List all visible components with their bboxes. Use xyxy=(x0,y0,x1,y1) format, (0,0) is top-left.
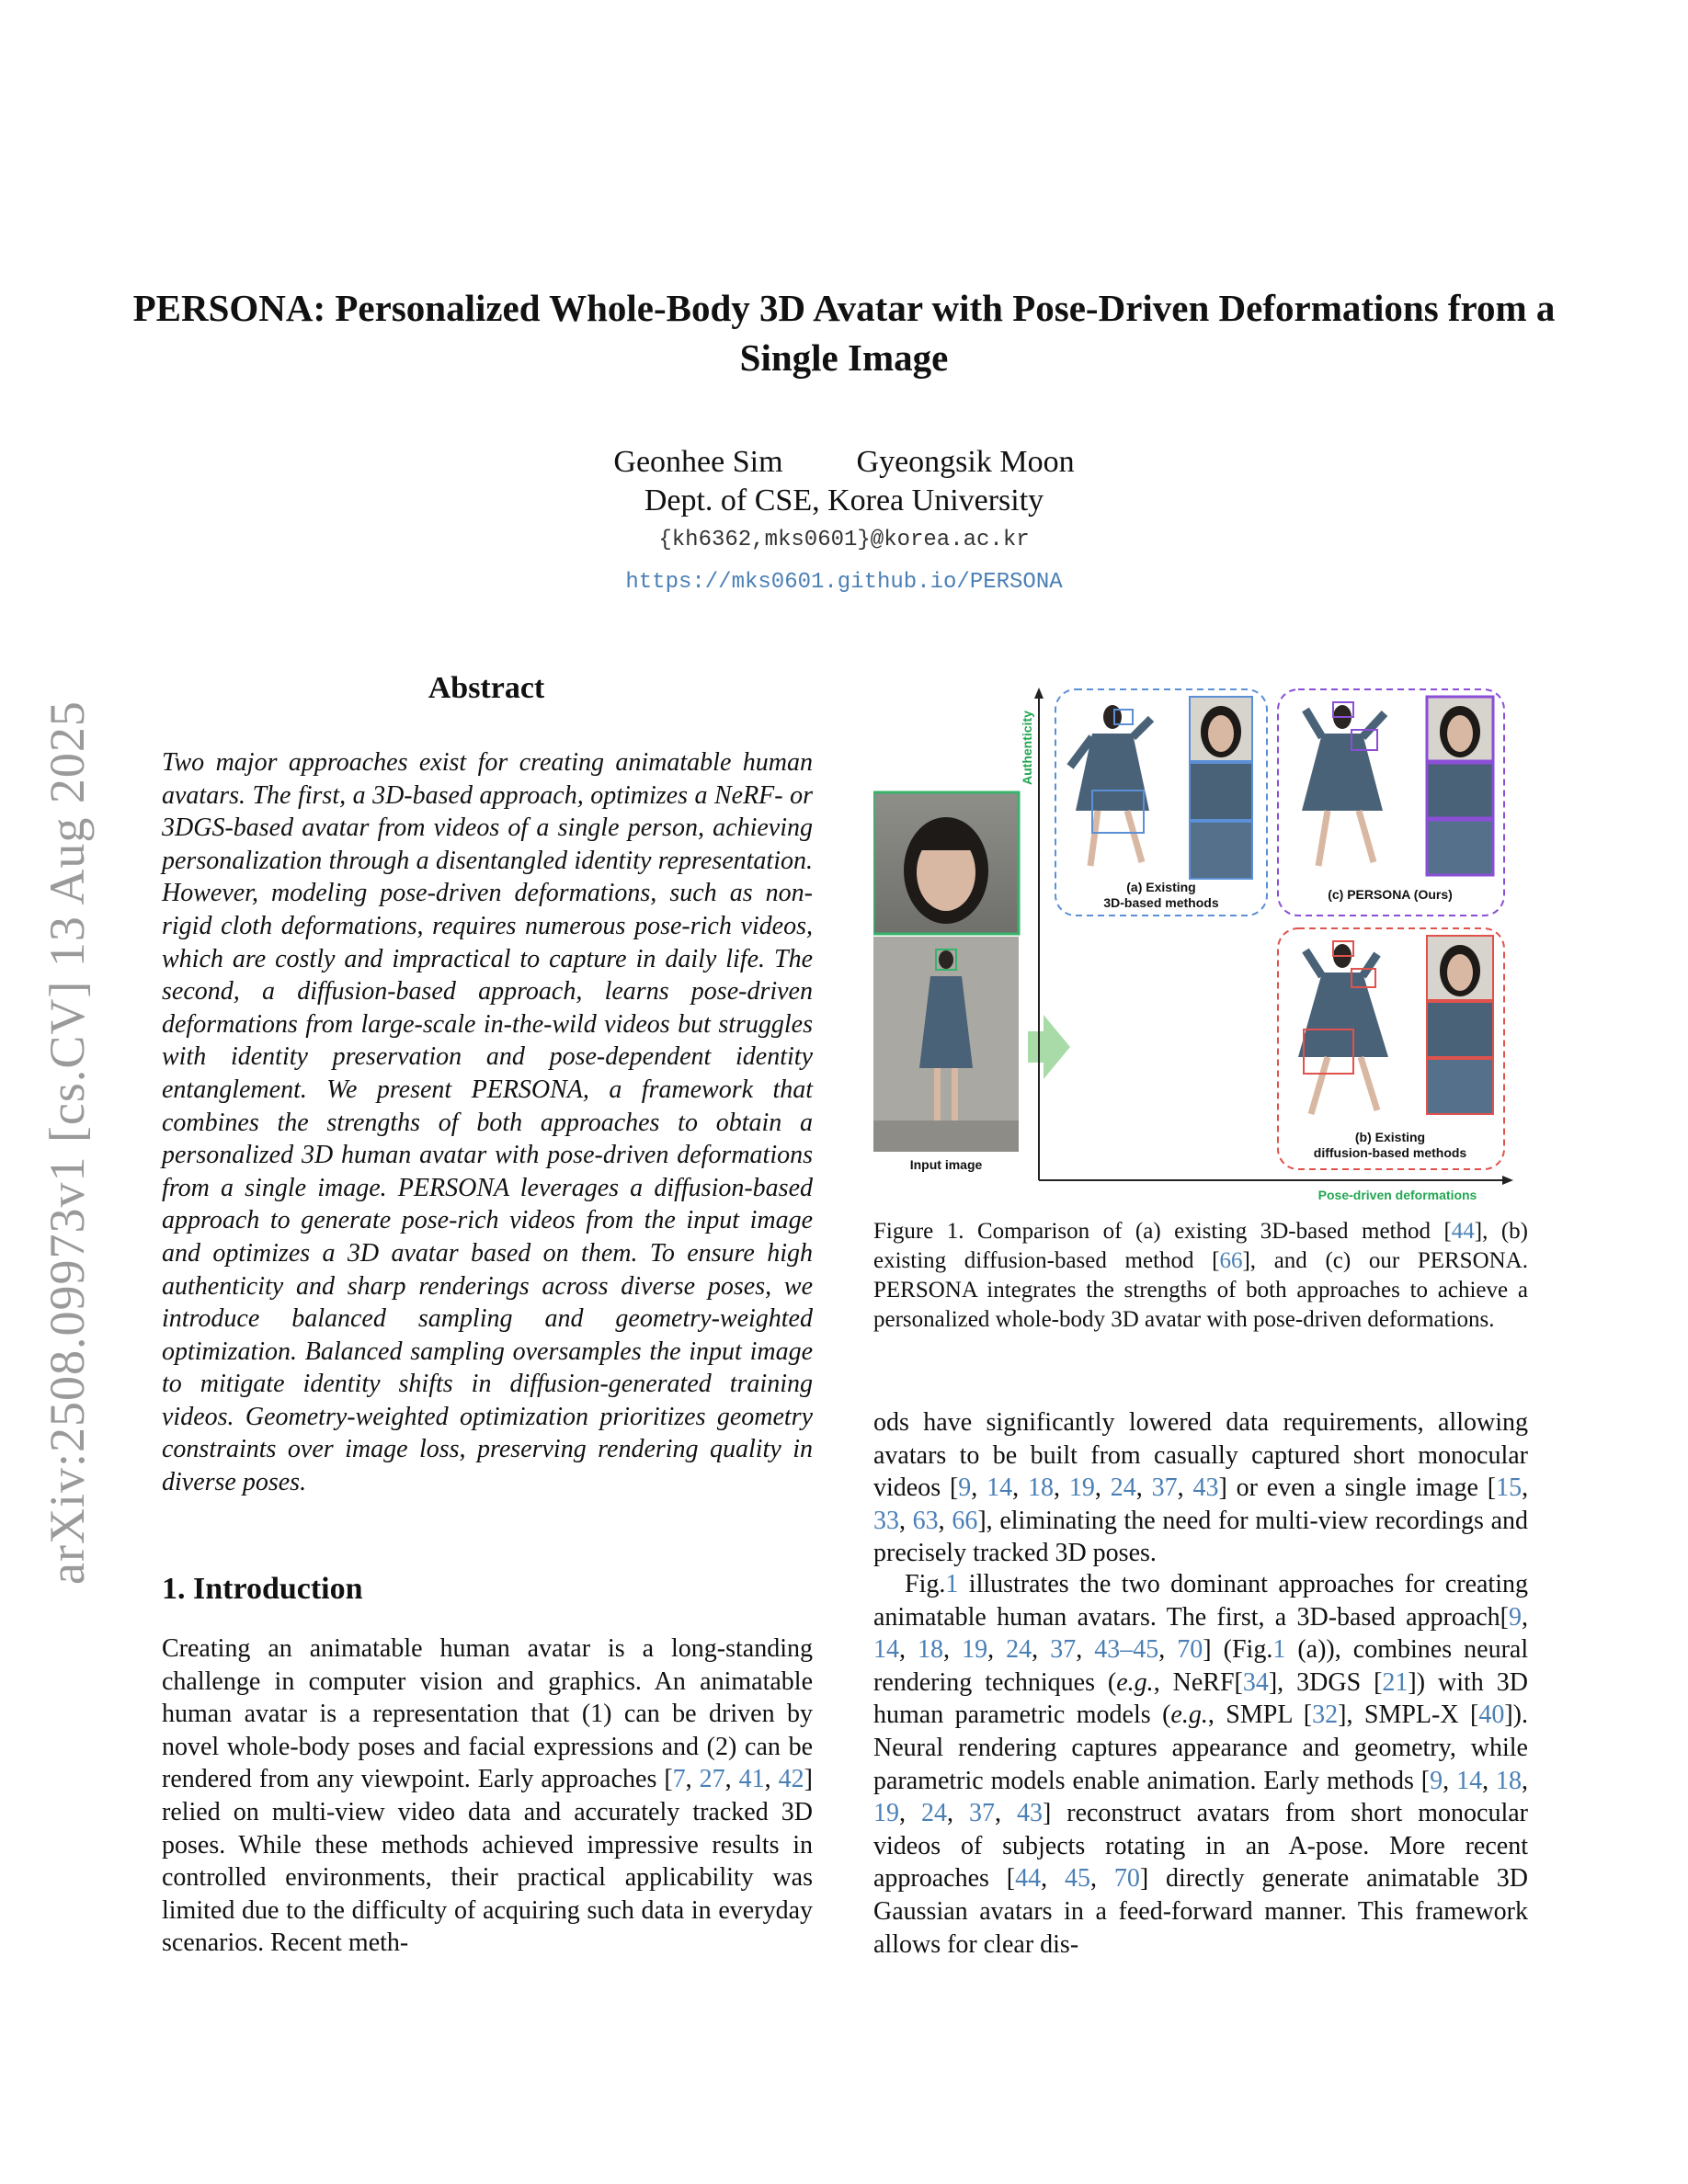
citation-link[interactable]: 45 xyxy=(1064,1864,1090,1894)
citation-link[interactable]: 27 xyxy=(699,1765,725,1794)
author-list xyxy=(0,443,1688,482)
panel-b-label-line2: diffusion-based methods xyxy=(1313,1145,1467,1160)
citation-link[interactable]: 14 xyxy=(987,1473,1013,1503)
arxiv-side-stamp: arXiv:2508.09973v1 [cs.CV] 13 Aug 2025 xyxy=(40,700,95,1585)
panel-a-label-line1: (a) Existing xyxy=(1126,880,1196,894)
citation-link[interactable]: 37 xyxy=(1151,1473,1178,1503)
author-name: Geonhee Sim xyxy=(613,445,783,479)
intro-paragraph-2: Fig.1 illustrates the two dominant approaches for creating animatable human avatars. The first, a 3D-based approach[9, 14, 18, 19, 24, 37, 43–45, 70] (Fig.1 (a)), combines neural rendering techniques (e.g., NeRF[34], 3DGS [21]) with 3D human parametric models (e.g., SMPL [32], SMPL-X [40]). Neural rendering captures appearance and geometry, while parametric models enable animation. Early methods [9, 14, 18, 19, 24, 37, 43] reconstruct avatars from short monocular videos of subjects rotating in an A-pose. More recent approaches [44, 45, 70] directly generate animatable 3D Gaussian avatars in a feed-forward manner. This framework allows for clear dis- xyxy=(873,1570,1529,1959)
citation-link[interactable]: 34 xyxy=(1242,1667,1269,1697)
input-image-label: Input image xyxy=(909,1157,983,1172)
citation-link[interactable]: 44 xyxy=(1015,1864,1042,1894)
citation-link[interactable]: 70 xyxy=(1113,1864,1140,1894)
citation-link[interactable]: 66 xyxy=(952,1506,978,1535)
citation-link[interactable]: 18 xyxy=(1496,1766,1523,1795)
citation-link[interactable]: 15 xyxy=(1496,1473,1523,1503)
citation-link[interactable]: 14 xyxy=(1456,1766,1483,1795)
paper-title: PERSONA: Personalized Whole-Body 3D Avatar with Pose-Driven Deformations from a Single Image xyxy=(132,287,1556,379)
citation-link[interactable]: 70 xyxy=(1177,1635,1203,1665)
citation-link[interactable]: 24 xyxy=(920,1799,947,1828)
citation-link[interactable]: 40 xyxy=(1478,1701,1505,1730)
panel-b-label-line1: (b) Existing xyxy=(1354,1130,1426,1144)
citation-link[interactable]: 66 xyxy=(1219,1248,1243,1273)
abstract-heading: Abstract xyxy=(428,671,545,705)
citation-link[interactable]: 9 xyxy=(1509,1602,1522,1632)
green-arrow-icon xyxy=(1028,1015,1070,1079)
figure-ref-link[interactable]: 1 xyxy=(1272,1635,1286,1665)
citation-link[interactable]: 18 xyxy=(918,1635,944,1665)
project-url[interactable]: https://mks0601.github.io/PERSONA xyxy=(625,570,1063,595)
citation-link[interactable]: 37 xyxy=(968,1799,995,1828)
citation-link[interactable]: 14 xyxy=(873,1635,899,1665)
panel-a-label-line2: 3D-based methods xyxy=(1103,895,1219,910)
citation-link[interactable]: 24 xyxy=(1110,1473,1136,1503)
panel-c-label: (c) PERSONA (Ours) xyxy=(1328,887,1453,902)
author-name: Gyeongsik Moon xyxy=(856,445,1075,479)
citation-link[interactable]: 9 xyxy=(1430,1766,1443,1795)
figure-ref-link[interactable]: 1 xyxy=(945,1570,959,1598)
affiliation: Dept. of CSE, Korea University xyxy=(644,483,1044,518)
author-email: {kh6362,mks0601}@korea.ac.kr xyxy=(658,528,1030,552)
figure-1-caption: Figure 1. Comparison of (a) existing 3D-based method [44], (b) existing diffusion-based method [66], and (c) our PERSONA. PERSONA integrates the strengths of both approaches to achieve a personalized whole-body 3D avatar with pose-driven deformations. xyxy=(873,1219,1528,1332)
citation-link[interactable]: 44 xyxy=(1451,1219,1475,1244)
citation-link[interactable]: 18 xyxy=(1028,1473,1054,1503)
y-axis-label: Authenticity xyxy=(1020,711,1034,785)
citation-link[interactable]: 19 xyxy=(1068,1473,1095,1503)
input-face-photo xyxy=(873,792,1019,934)
citation-link[interactable]: 24 xyxy=(1006,1635,1032,1665)
citation-link[interactable]: 43 xyxy=(1192,1473,1219,1503)
citation-link[interactable]: 7 xyxy=(672,1765,686,1794)
citation-link[interactable]: 32 xyxy=(1312,1701,1339,1730)
input-body-photo xyxy=(873,937,1019,1152)
citation-link[interactable]: 19 xyxy=(962,1635,988,1665)
citation-link[interactable]: 42 xyxy=(778,1765,804,1794)
citation-link[interactable]: 19 xyxy=(873,1799,899,1828)
citation-link[interactable]: 63 xyxy=(912,1506,939,1535)
citation-link[interactable]: 43–45 xyxy=(1094,1635,1159,1665)
citation-link[interactable]: 21 xyxy=(1382,1667,1409,1697)
figure-1 xyxy=(873,682,1528,1206)
intro-paragraph-1-continued: ods have significantly lowered data requirements, allowing avatars to be built from casually captured short monocular videos [9, 14, 18, 19, 24, 37, 43] or even a single image [15, 33, 63, 66], eliminating the need for multi-view recordings and precisely tracked 3D poses. xyxy=(873,1408,1529,1568)
panel-a-existing-3d xyxy=(1055,689,1267,916)
figure-1-graphic xyxy=(873,682,1528,1206)
citation-link[interactable]: 9 xyxy=(958,1473,972,1503)
abstract-text: Two major approaches exist for creating animatable human avatars. The first, a 3D-based approach, optimizes a NeRF- or 3DGS-based avatar from videos of a single person, achieving personalization through a disentangled identity representation. However, modeling pose-driven deformations, such as non-rigid cloth deformations, requires numerous pose-rich videos, which are costly and impractical to capture in daily life. The second, a diffusion-based approach, learns pose-driven deformations from large-scale in-the-wild videos but struggles with identity preservation and pose-dependent identity entanglement. We present PERSONA, a framework that combines the strengths of both approaches to obtain a personalized 3D human avatar with pose-driven deformations from a single image. PERSONA leverages a diffusion-based approach to generate pose-rich videos from the input image and optimizes a 3D avatar based on them. To ensure high authenticity and sharp renderings across diverse poses, we introduce balanced sampling and geometry-weighted optimization. Balanced sampling oversamples the input image to mitigate identity shifts in diffusion-generated training videos. Geometry-weighted optimization prioritizes geometry constraints over image loss, preserving rendering quality in diverse poses. xyxy=(162,748,813,1497)
intro-paragraph-1: Creating an animatable human avatar is a long-standing challenge in computer vision and graphics. An animatable human avatar is a representation that (1) can be driven by novel whole-body poses and facial expressions and (2) can be rendered from any viewpoint. Early approaches [7, 27, 41, 42] relied on multi-view video data and accurately tracked 3D poses. While these methods achieved impressive results in controlled environments, their practical applicability was limited due to the difficulty of acquiring such data in everyday scenarios. Recent meth- xyxy=(162,1634,813,1958)
panel-b-existing-diffusion xyxy=(1278,928,1504,1169)
panel-c-persona xyxy=(1278,689,1504,916)
citation-link[interactable]: 41 xyxy=(738,1765,765,1794)
citation-link[interactable]: 37 xyxy=(1050,1635,1077,1665)
x-axis-label: Pose-driven deformations xyxy=(1317,1188,1477,1202)
citation-link[interactable]: 43 xyxy=(1016,1799,1043,1828)
citation-link[interactable]: 33 xyxy=(873,1506,899,1535)
section-heading-introduction: 1. Introduction xyxy=(162,1572,363,1606)
